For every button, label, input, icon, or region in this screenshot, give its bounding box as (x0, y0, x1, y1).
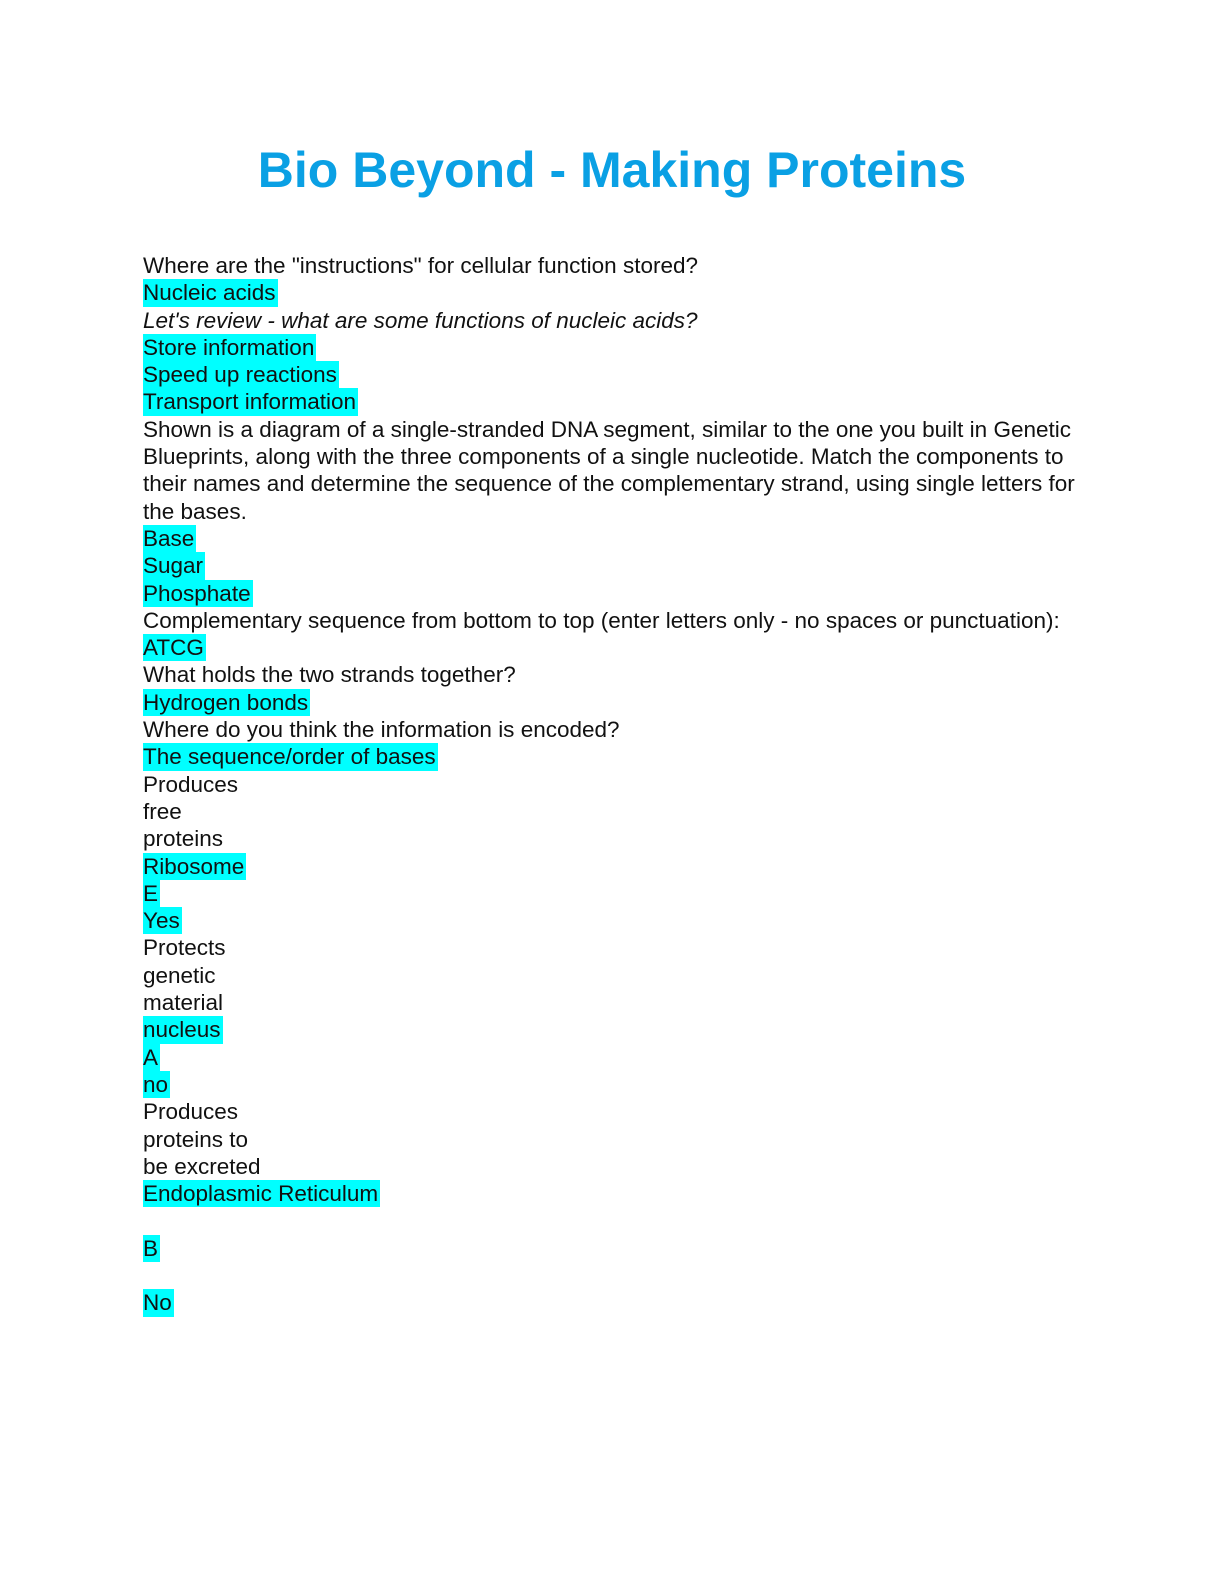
question-text: What holds the two strands together? (143, 662, 516, 688)
organelle-description: proteins to (143, 1126, 249, 1152)
spacer (143, 1207, 1083, 1234)
organelle-description: Protects (143, 935, 226, 961)
question-text: Let's review - what are some functions of nucleic acids? (143, 307, 698, 333)
answer-highlight: no (143, 1071, 169, 1097)
answer-highlight: nucleus (143, 1017, 221, 1043)
organelle-description: material (143, 990, 224, 1016)
answer-highlight: Hydrogen bonds (143, 689, 309, 715)
worksheet-body (143, 252, 1083, 1317)
question-text: Where are the "instructions" for cellular function stored? (143, 253, 698, 278)
answer-highlight: E (143, 880, 159, 906)
answer-highlight: Transport information (143, 389, 357, 415)
answer-highlight: Nucleic acids (143, 280, 276, 306)
question-text: Shown is a diagram of a single-stranded DNA segment, similar to the one you built in Genetic Blueprints, along with the three components of a single nucleotide. Match the components to their names and determine the sequence of the complementary strand, using single letters for the bases. (143, 416, 1075, 524)
organelle-description: Produces (143, 1099, 239, 1125)
organelle-description: be excreted (143, 1153, 261, 1179)
answer-highlight: A (143, 1044, 159, 1070)
question-text: Where do you think the information is encoded? (143, 717, 620, 743)
answer-highlight: No (143, 1290, 172, 1316)
spacer (143, 1262, 1083, 1289)
answer-highlight: B (143, 1235, 159, 1261)
organelle-description: free (143, 798, 182, 824)
answer-highlight: The sequence/order of bases (143, 744, 436, 770)
answer-highlight: Store information (143, 334, 315, 360)
organelle-description: Produces (143, 771, 239, 797)
page-title: Bio Beyond - Making Proteins (257, 142, 967, 198)
answer-highlight: Base (143, 525, 195, 551)
organelle-description: proteins (143, 826, 224, 852)
organelle-description: genetic (143, 962, 216, 988)
answer-highlight: Sugar (143, 553, 204, 579)
question-text: Complementary sequence from bottom to top (enter letters only - no spaces or punctuation): (143, 607, 1060, 633)
answer-highlight: Ribosome (143, 853, 245, 879)
answer-highlight: Phosphate (143, 580, 251, 606)
answer-highlight: Speed up reactions (143, 362, 337, 388)
answer-highlight: Yes (143, 908, 180, 934)
answer-highlight: ATCG (143, 635, 204, 661)
answer-highlight: Endoplasmic Reticulum (143, 1181, 379, 1207)
